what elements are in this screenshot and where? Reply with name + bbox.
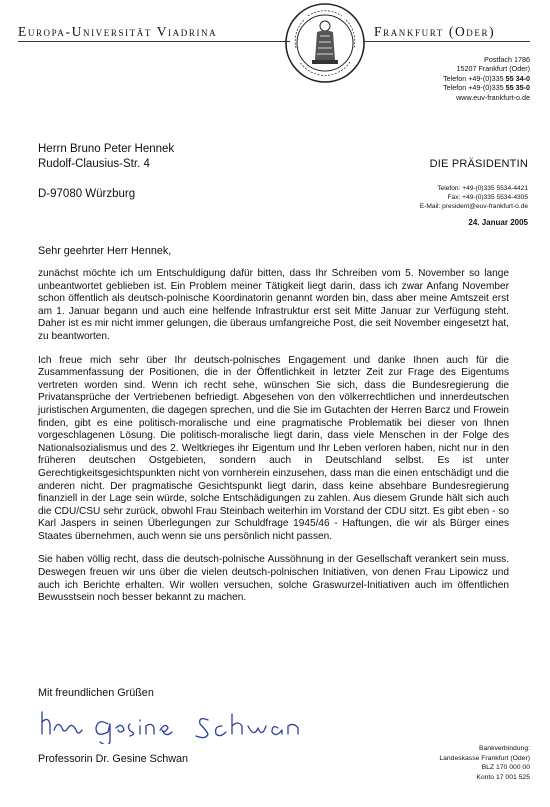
letter-body [38,268,509,616]
paragraph-reconciliation: Sie haben völlig recht, dass die deutsch-polnische Aussöhnung in der Gesellschaft verankert sein muss. Deswegen freuen wir uns über die vielen deutsch-polnischen Initiativen, von denen Frau Lipowicz und auch ich Berichte erhalten. Wir wollen versuchen, solche Graswurzel-Initiativen auch im öffentlichen Bewusstsein noch besser bekannt zu machen. [38,554,509,604]
recipient-city: D-97080 Würzburg [38,188,136,200]
bank-blz: BLZ 170 000 00 [481,764,530,772]
phone-2-prefix: Telefon +49-(0)335 [443,83,506,93]
phone-1-extension: 55 34-0 [505,73,530,83]
bank-label: Bankverbindung: [478,745,530,752]
letterhead-rule-right [364,41,530,42]
letter-date: 24. Januar 2005 [468,218,528,227]
phone-line-1 [443,74,530,83]
recipient-address [38,142,174,202]
bank-details [439,744,530,782]
sender-contact-block [420,184,528,212]
university-seal-logo [284,2,366,84]
phone-2-extension: 55 35-0 [505,83,530,93]
sender-email: E-Mail: president@euv-frankfurt-o.de [419,203,528,211]
website-line: www.euv-frankfurt-o.de [456,92,530,102]
closing-phrase: Mit freundlichen Grüßen [38,687,154,699]
university-name-left: Europa-Universität Viadrina [18,24,218,39]
sender-title: DIE PRÄSIDENTIN [429,158,528,170]
phone-line-2 [443,83,530,92]
phone-1-prefix: Telefon +49-(0)335 [443,73,506,83]
signer-name: Professorin Dr. Gesine Schwan [38,753,189,765]
postal-city-line: 15207 Frankfurt (Oder) [456,64,530,74]
sender-fax: Fax: +49-(0)335 5534-4305 [447,194,528,202]
paragraph-apology: zunächst möchte ich um Entschuldigung dafür bitten, dass Ihr Schreiben vom 5. November so lange unbeantwortet geblieben ist. Ein Problem meiner Tätigkeit liegt darin, dass ich zwar Anfang November schon öffentlich als deutsch-polnische Koordinatorin genannt worden bin, dass aber meine Amtszeit erst am 1. Januar begann und auch eine helfende Infrastruktur erst seit Mitte Januar zur Verfügung steht. Daher ist es mir nicht immer gelungen, die überaus umfangreiche Post, die seit November eingesetzt hat, zu beantworten. [38,268,509,342]
paragraph-property-question: Ich freue mich sehr über Ihr deutsch-polnisches Engagement und danke Ihnen auch für die Zusammenfassung der Positionen, die in der Öffentlichkeit in letzter Zeit zur Frage des Eigentums vertreten worden sind. Wenn ich recht sehe, wünschen Sie sich, dass die Bundesregierung die Privatansprüche der Vertriebenen befriedigt. Abgesehen von den völkerrechtlichen und innerdeutschen juristischen Argumenten, die dagegen sprechen, und die Sie im Gutachten der Herren Barcz und Frowein finden, gibt es eine politisch-moralische und eine pragmatische Problematik bei dieser von Ihnen vorgeschlagenen Lösung. Die politisch-moralische liegt darin, dass viele Menschen in der Folge des Nationalsozialismus und des 2. Weltkrieges ihr Eigentum und Ihr Leben verloren haben, nicht nur in den früheren deutschen Ostgebieten, sondern auch in Deutschland selbst. Es ist unter Gerechtigkeitsgesichtspunkten nicht von vornherein einzusehen, dass man die einen entschädigt und die anderen nicht. Der pragmatische Gesichtspunkt liegt darin, dass keine absehbare Bundesregierung finanziell in der Lage sein würde, solche Entschädigungen zu zahlen. Aus diesem Grunde hält sich auch die CDU/CSU sehr zurück, obwohl Frau Steinbach weiterhin im Vorstand der CDU sitzt. Es gibt eben - so Karl Jaspers in seinen Überlegungen zur Schuldfrage 1945/46 - Haftungen, die wir als Bürger eines Staates übernehmen, auch wenn sie uns persönlich nicht passen. [38,354,509,542]
recipient-name: Herrn Bruno Peter Hennek [38,143,175,155]
salutation: Sehr geehrter Herr Hennek, [38,245,172,257]
university-address-block [443,55,530,102]
postbox-line: Postfach 1786 [484,55,530,64]
university-city-right: Frankfurt (Oder) [374,24,496,39]
bank-name: Landeskasse Frankfurt (Oder) [439,754,530,762]
bank-account: Konto 17 001 525 [476,773,530,781]
letterhead-rule-left [18,41,290,42]
sender-phone: Telefon: +49-(0)335 5534-4421 [437,185,528,192]
handwritten-signature [38,704,338,744]
recipient-street: Rudolf-Clausius-Str. 4 [38,158,150,170]
